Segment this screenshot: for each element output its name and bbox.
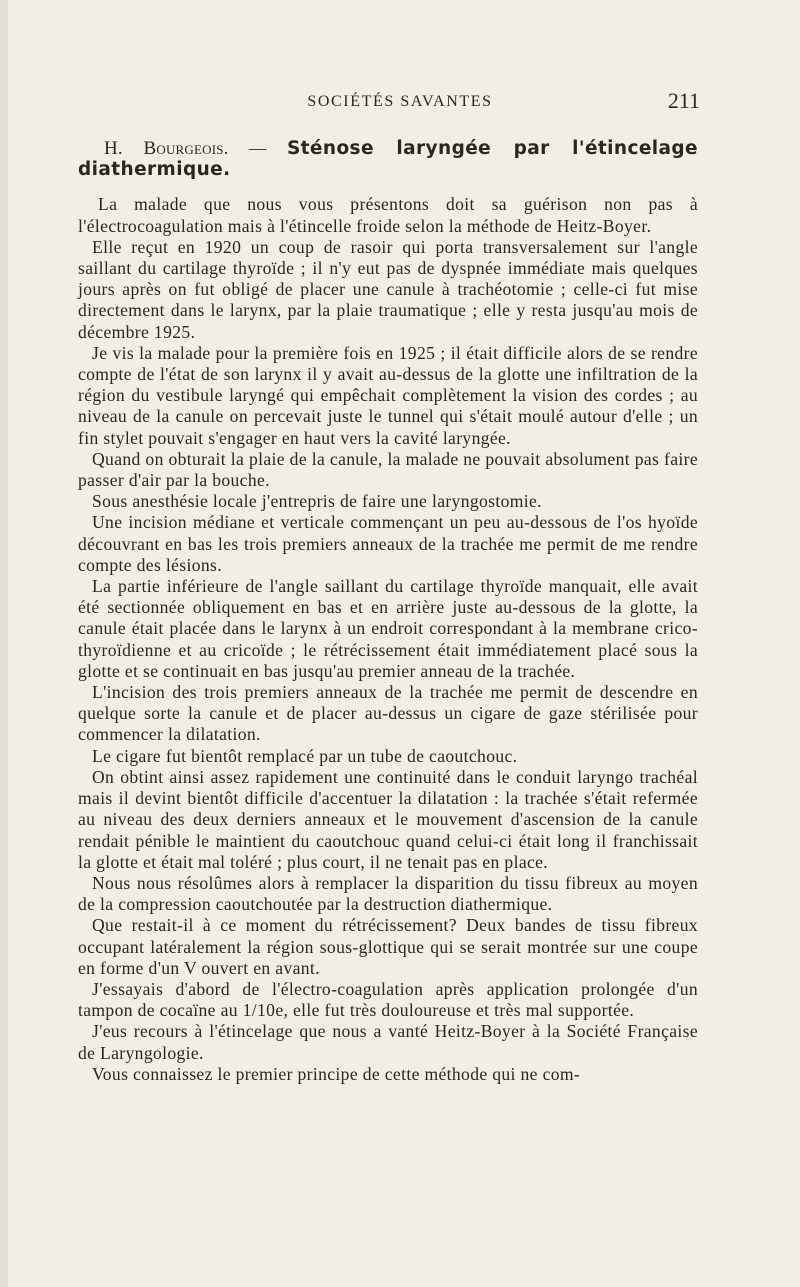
paragraph: Le cigare fut bientôt remplacé par un tube de caoutchouc.	[92, 745, 518, 766]
heading-dash: —	[228, 138, 287, 158]
paragraph: La partie inférieure de l'angle saillant du cartilage thyroïde manquait, elle avait été sectionnée obliquement en bas et en arrière juste au-dessous de la glotte, la canule était placée dans le larynx à un endroit correspondant à la membrane crico-thyroïdienne et au cricoïde ; le rétrécissement était immédiatement placé sous la glotte et se continuait en bas jusqu'au premier anneau de la trachée.	[78, 576, 698, 681]
paragraph: Que restait-il à ce moment du rétrécissement? Deux bandes de tissu fibreux occupant latéralement la région sous-glottique qui se serait montrée sur une coupe en forme d'un V ouvert en avant.	[78, 915, 698, 978]
paragraph: J'essayais d'abord de l'électro-coagulation après application prolongée d'un tampon de cocaïne au 1/10e, elle fut très douloureuse et très mal supportée.	[78, 978, 698, 1021]
running-head: SOCIÉTÉS SAVANTES	[307, 93, 493, 110]
article-heading	[78, 138, 698, 180]
page-number: 211	[667, 88, 700, 113]
paragraph: On obtint ainsi assez rapidement une continuité dans le conduit laryngo trachéal mais il devint bientôt difficile d'accentuer la dilatation : la trachée s'était refermée au niveau des deux derniers anneaux et le mouvement d'ascension de la canule rendait pénible le maintient du caoutchouc quand celui-ci était long il franchissait la glotte et était mal toléré ; plus court, il ne tenait pas en place.	[78, 766, 698, 872]
paragraph: Sous anesthésie locale j'entrepris de faire une laryngostomie.	[92, 491, 542, 512]
paragraph: J'eus recours à l'étincelage que nous a vanté Heitz-Boyer à la Société Française de Laryngologie.	[78, 1021, 698, 1063]
paragraph: Quand on obturait la plaie de la canule, la malade ne pouvait absolument pas faire passer d'air par la bouche.	[78, 448, 698, 491]
paragraph: La malade que nous vous présentons doit sa guérison non pas à l'électrocoagulation mais à l'étincelle froide selon la méthode de Heitz-Boyer.	[78, 194, 698, 236]
paragraph: Elle reçut en 1920 un coup de rasoir qui porta transversalement sur l'angle saillant du cartilage thyroïde ; il n'y eut pas de dyspnée immédiate mais quelques jours après on fut obligé de placer une canule à trachéotomie ; celle-ci fut mise directement dans le larynx, par la plaie traumatique ; elle y resta jusqu'au mois de décembre 1925.	[78, 236, 698, 342]
paragraph: Une incision médiane et verticale commençant un peu au-dessous de l'os hyoïde découvrant en bas les trois premiers anneaux de la trachée me permit de me rendre compte des lésions.	[78, 512, 698, 575]
article-title: Sténose laryngée par l'étincelage diathermique.	[78, 138, 699, 181]
page-header	[0, 90, 800, 118]
paragraph: Nous nous résolûmes alors à remplacer la disparition du tissu fibreux au moyen de la compression caoutchoutée par la destruction diathermique.	[78, 872, 698, 915]
paragraph: Je vis la malade pour la première fois en 1925 ; il était difficile alors de se rendre compte de l'état de son larynx il y avait au-dessus de la glotte une infiltration de la région du vestibule laryngé qui empêchait complètement la vision des cordes ; au niveau de la canule on percevait juste le tunnel qui s'était moulé autour d'elle ; un fin stylet pouvait s'engager en haut vers la cavité laryngée.	[78, 342, 698, 448]
paragraph: L'incision des trois premiers anneaux de la trachée me permit de descendre en quelque sorte la canule et de placer au-dessus un cigare de gaze stérilisée pour commencer la dilatation.	[78, 682, 698, 745]
article-author: H. Bourgeois.	[104, 138, 229, 159]
page-edge	[0, 0, 8, 1287]
paragraph: Vous connaissez le premier principe de cette méthode qui ne com-	[92, 1063, 581, 1084]
article-body	[78, 138, 698, 1085]
